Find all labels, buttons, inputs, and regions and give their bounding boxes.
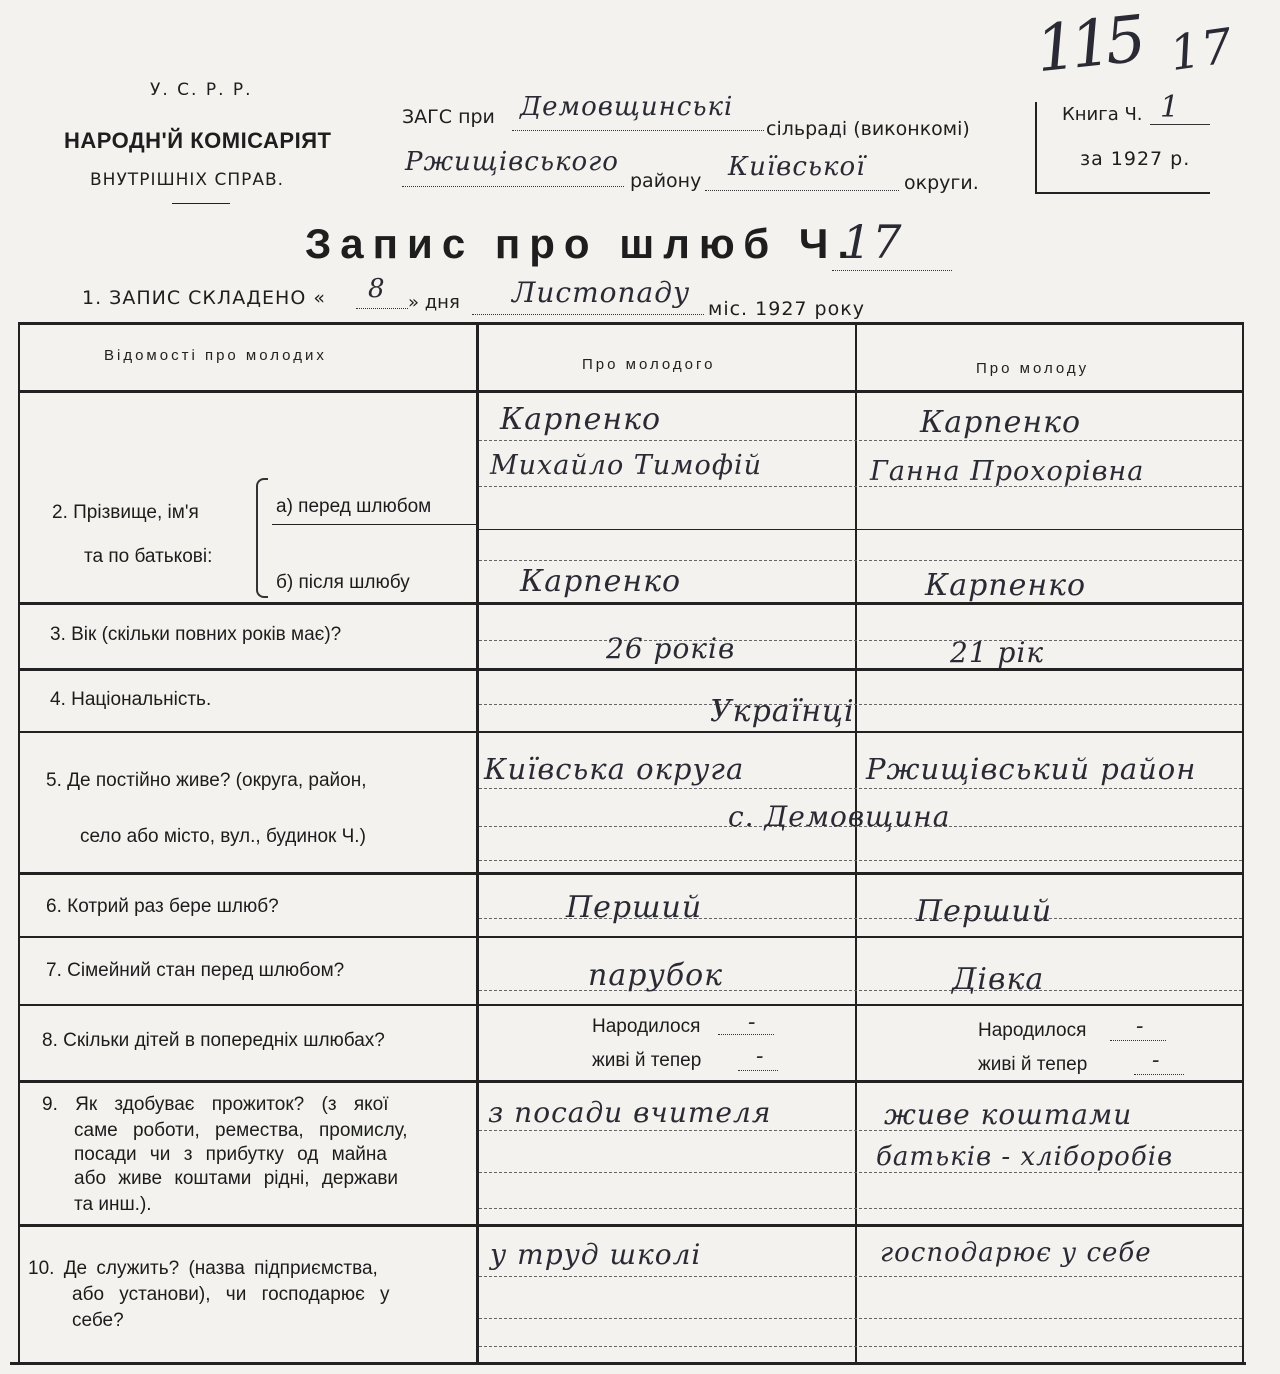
record-day-suffix: » дня: [408, 292, 460, 313]
bride-born-value: -: [1136, 1014, 1145, 1039]
groom-work: у труд школі: [490, 1238, 702, 1271]
guide-name-1: [479, 440, 1242, 441]
name-label-line2: та по батькові:: [84, 546, 213, 567]
marriage-count-label: 6. Котрий раз бере шлюб?: [46, 896, 279, 917]
guide-work-2: [479, 1318, 1242, 1319]
record-day: 8: [368, 274, 386, 304]
row-divider-residence: [18, 872, 1244, 875]
ussr-label: У. С. Р. Р.: [150, 80, 253, 100]
residence-label-line2: село або місто, вул., будинок Ч.): [80, 826, 366, 847]
internal-affairs-label: ВНУТРІШНІХ СПРАВ.: [90, 170, 285, 190]
row-divider-header: [18, 390, 1244, 393]
guide-res-1: [479, 788, 1242, 789]
groom-born-line: [718, 1034, 774, 1035]
record-day-line: [356, 308, 408, 309]
document-title: Запис про шлюб Ч.: [305, 220, 859, 267]
bride-work: господарює у себе: [880, 1238, 1152, 1268]
nationality-value: Українці: [710, 694, 855, 729]
row-divider-marriage: [18, 936, 1244, 938]
groom-marital-status: парубок: [588, 958, 724, 993]
name-label-line1: 2. Прізвище, ім'я: [52, 502, 199, 523]
guide-liv-2: [479, 1172, 1242, 1173]
book-box-left: [1035, 102, 1037, 194]
zags-village-value: Демовщинські: [520, 92, 734, 122]
work-label-line1: 10. Де служить? (назва підприємства,: [28, 1258, 378, 1279]
age-label: 3. Вік (скільки повних років має)?: [50, 624, 342, 645]
bride-given-names: Ганна Прохорівна: [870, 456, 1145, 487]
residence-label-line1: 5. Де постійно живе? (округа, район,: [46, 770, 367, 791]
bride-marriage-count: Перший: [916, 894, 1053, 929]
raion-line: [402, 186, 624, 187]
record-label: 1. ЗАПИС СКЛАДЕНО «: [82, 287, 326, 309]
record-month-suffix: міс. 1927 року: [708, 298, 865, 320]
groom-alive-label: живі й тепер: [592, 1050, 702, 1071]
bride-marital-status: Дівка: [952, 962, 1045, 997]
corner-number: 115: [1032, 2, 1144, 88]
groom-born-label: Народилося: [592, 1016, 701, 1037]
raion-label: районy: [630, 170, 702, 192]
bride-surname: Карпенко: [920, 405, 1082, 440]
book-year: за 1927 р.: [1080, 148, 1191, 170]
table-bottom-border: [10, 1362, 1246, 1365]
table-left-border: [18, 322, 20, 1362]
bride-surname-after: Карпенко: [925, 568, 1087, 603]
groom-age: 26 років: [606, 632, 736, 665]
book-number-line: [1150, 124, 1210, 125]
column-header-info: Відомості про молодих: [104, 347, 327, 364]
book-label: Книга Ч.: [1062, 104, 1143, 125]
groom-living: з посади вчителя: [488, 1096, 772, 1129]
name-before-label: а) перед шлюбом: [276, 496, 432, 517]
zags-suffix: сільраді (виконкомі): [766, 118, 970, 140]
raion-value: Ржищівського: [405, 147, 619, 177]
groom-given-names: Михайло Тимофій: [490, 450, 762, 481]
title-number-line: [832, 270, 952, 271]
okruha-value: Київської: [728, 152, 866, 182]
row-divider-living: [18, 1224, 1244, 1227]
book-box-bottom: [1035, 192, 1210, 194]
bride-residence: Ржищівський район: [866, 752, 1197, 786]
column-divider-2: [855, 322, 857, 1362]
bride-alive-label: живі й тепер: [978, 1054, 1088, 1075]
name-after-label: б) після шлюбу: [276, 572, 410, 593]
name-brace: [256, 478, 268, 598]
zags-village-line: [512, 130, 764, 131]
living-label-line1: 9. Як здобуває прожиток? (з якої: [42, 1094, 389, 1115]
row-divider-age: [18, 668, 1244, 671]
guide-res-3: [479, 860, 1242, 861]
guide-name-3: [479, 529, 1242, 530]
guide-work-1: [479, 1276, 1242, 1277]
bride-born-label: Народилося: [978, 1020, 1087, 1041]
living-label-line5: та инш.).: [74, 1194, 152, 1215]
living-label-line2: саме роботи, ремества, промислу,: [74, 1120, 408, 1141]
row-divider-status: [18, 1004, 1244, 1006]
column-header-bride: Про молоду: [976, 360, 1090, 377]
living-label-line4: або живе коштами рідні, держави: [74, 1168, 399, 1189]
children-label: 8. Скільки дітей в попередніх шлюбах?: [42, 1030, 385, 1051]
groom-residence: Київська округа: [484, 752, 745, 786]
guide-age: [479, 640, 1242, 641]
header-divider: [172, 203, 230, 204]
guide-name-4: [479, 560, 1242, 561]
bride-age: 21 рік: [950, 636, 1045, 669]
table-top-border: [18, 322, 1244, 325]
bride-born-line: [1110, 1040, 1166, 1041]
title-number: 17: [842, 215, 903, 269]
living-label-line3: посади чи з прибутку од майна: [74, 1144, 387, 1165]
name-before-underline: [272, 524, 476, 525]
bride-alive-line: [1134, 1074, 1184, 1075]
row-divider-children: [18, 1080, 1244, 1083]
groom-marriage-count: Перший: [566, 890, 703, 925]
guide-liv-3: [479, 1208, 1242, 1209]
book-number: 1: [1160, 90, 1181, 125]
groom-alive-value: -: [756, 1044, 765, 1069]
record-month: Листопаду: [512, 276, 691, 309]
guide-nat: [479, 704, 1242, 705]
work-label-line3: себе?: [72, 1310, 124, 1331]
column-header-groom: Про молодого: [582, 356, 716, 373]
zags-prefix: ЗАГС при: [402, 106, 495, 128]
bride-alive-value: -: [1152, 1048, 1161, 1073]
groom-surname-after: Карпенко: [520, 564, 682, 599]
groom-alive-line: [738, 1070, 778, 1071]
guide-work-3: [479, 1346, 1242, 1347]
commissariat-label: НАРОДН'Й КОМІСАРІЯТ: [64, 128, 332, 153]
residence-village: с. Демовщина: [728, 800, 951, 833]
groom-born-value: -: [748, 1010, 757, 1035]
bride-living-line2: батьків - хліборобів: [876, 1142, 1174, 1172]
corner-extra: 17: [1166, 17, 1237, 83]
marital-status-label: 7. Сімейний стан перед шлюбом?: [46, 960, 345, 981]
column-divider-1: [476, 322, 479, 1362]
work-label-line2: або установи), чи господарює у: [72, 1284, 390, 1305]
record-month-line: [472, 314, 704, 315]
okruha-label: округи.: [904, 172, 979, 194]
table-right-border: [1242, 322, 1244, 1362]
row-divider-nationality: [18, 731, 1244, 733]
bride-living-line1: живе коштами: [884, 1098, 1133, 1131]
nationality-label: 4. Національність.: [50, 689, 212, 710]
okruha-line: [705, 190, 899, 191]
groom-surname: Карпенко: [500, 402, 662, 437]
